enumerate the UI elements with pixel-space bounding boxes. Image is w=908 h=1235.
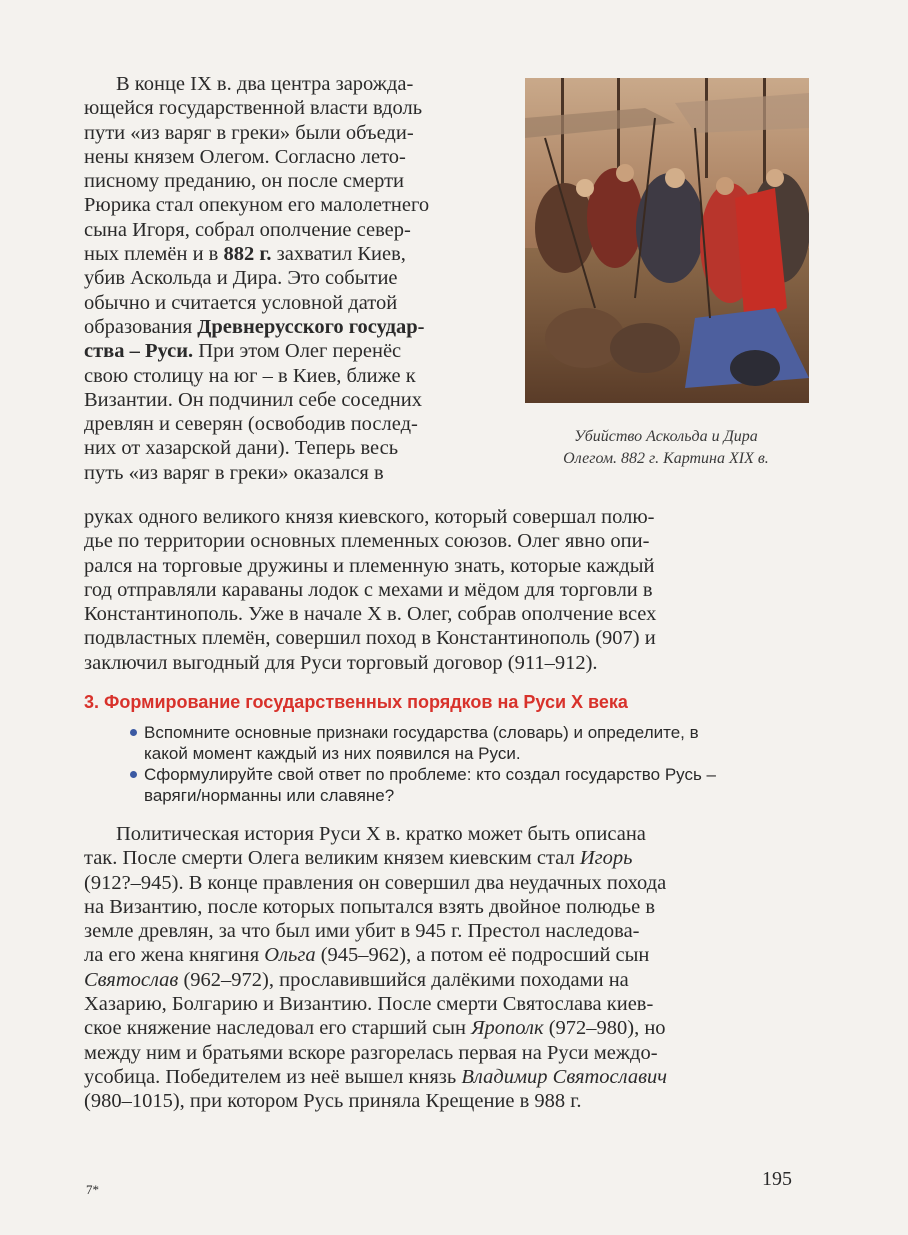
text-line: Константинополь. Уже в начале X в. Олег, собрав ополчение всех — [84, 603, 657, 626]
text-line: между ним и братьями вскоре разгорелась первая на Руси междо- — [84, 1041, 658, 1064]
text-run: При этом Олег перенёс — [193, 340, 402, 363]
painting-caption — [516, 426, 816, 470]
text-line: В конце IX в. два центра зарожда- — [116, 73, 414, 95]
text-run: ных племён и в — [84, 243, 224, 266]
section-heading: 3. Формирование государственных порядков на Руси X века — [84, 692, 628, 712]
text-line: (980–1015), при котором Русь приняла Крещение в 988 г. — [84, 1090, 582, 1113]
text-line: на Византию, после которых попытался взять двойное полюдье в — [84, 895, 656, 918]
painting-image — [525, 78, 809, 403]
task-line: Вспомните основные признаки государства (словарь) и определите, в — [144, 723, 699, 742]
text-line: писному преданию, он после смерти — [84, 170, 405, 193]
task-item — [130, 764, 810, 806]
text-run: (945–962), а потом её подросший сын — [315, 944, 650, 967]
text-line: заключил выгодный для Руси торговый договор (911–912). — [84, 651, 598, 674]
politics-paragraph — [84, 822, 808, 1114]
text-line: пути «из варяг в греки» были объеди- — [84, 121, 414, 144]
text-line: обычно и считается условной датой — [84, 291, 398, 314]
text-run: так. После смерти Олега великим князем киевским стал — [84, 847, 580, 870]
text-run: захватил Киев, — [271, 243, 406, 266]
text-line: ющейся государственной власти вдоль — [84, 97, 423, 120]
text-line — [84, 1016, 808, 1040]
page-number: 195 — [762, 1168, 792, 1190]
name-italic: Ярополк — [471, 1017, 544, 1040]
text-line — [84, 846, 808, 870]
text-run: (972–980), но — [543, 1017, 666, 1040]
bullet-icon — [130, 771, 137, 778]
text-line — [84, 315, 508, 339]
task-line: какой момент каждый из них появился на Руси. — [144, 744, 521, 763]
term-bold: ства – Руси. — [84, 340, 194, 363]
task-line: варяги/норманны или славяне? — [144, 786, 395, 805]
painting-illustration — [525, 78, 809, 403]
text-run: ское княжение наследовал его старший сын — [84, 1017, 472, 1040]
date-bold: 882 г. — [223, 243, 272, 266]
task-line: Сформулируйте свой ответ по проблеме: кто создал государство Русь – — [144, 765, 717, 784]
text-line — [84, 943, 808, 967]
text-line: дье по территории основных племенных союзов. Олег явно опи- — [84, 530, 650, 553]
bullet-icon — [130, 729, 137, 736]
text-line: сына Игоря, собрал ополчение север- — [84, 218, 411, 241]
text-line: путь «из варяг в греки» оказался в — [84, 461, 384, 484]
name-italic: Владимир Святославич — [461, 1065, 667, 1088]
text-line — [84, 968, 808, 992]
text-line — [84, 1065, 808, 1089]
name-italic: Святослав — [84, 968, 179, 991]
text-line: (912?–945). В конце правления он совершил два неудачных похода — [84, 871, 667, 894]
term-bold: Древнерусского государ- — [197, 315, 425, 338]
text-run: усобица. Победителем из неё вышел князь — [84, 1065, 462, 1088]
text-line: свою столицу на юг – в Киев, ближе к — [84, 364, 416, 387]
text-line: год отправляли караваны лодок с мехами и мёдом для торговли в — [84, 578, 653, 601]
intro-paragraph — [84, 72, 508, 485]
text-run: (962–972), прославившийся далёкими походами на — [178, 968, 629, 991]
text-line: подвластных племён, совершил поход в Константинополь (907) и — [84, 627, 656, 650]
text-line: Политическая история Руси X в. кратко может быть описана — [116, 823, 646, 845]
text-line: нены князем Олегом. Согласно лето- — [84, 145, 406, 168]
text-line: Хазарию, Болгарию и Византию. После смерти Святослава киев- — [84, 993, 654, 1016]
text-line — [84, 242, 508, 266]
text-line: убив Аскольда и Дира. Это событие — [84, 267, 398, 290]
text-run: ла его жена княгиня — [84, 944, 265, 967]
task-item — [130, 722, 810, 764]
name-italic: Игорь — [579, 847, 633, 870]
caption-line: Олегом. 882 г. Картина XIX в. — [563, 450, 769, 467]
sheet-mark: 7* — [86, 1182, 99, 1197]
text-line: рался на торговые дружины и племенную знать, которые каждый — [84, 554, 655, 577]
caption-line: Убийство Аскольда и Дира — [574, 428, 758, 445]
text-run: образования — [84, 315, 198, 338]
name-italic: Ольга — [264, 944, 316, 967]
continuation-paragraph — [84, 505, 808, 675]
text-line: Рюрика стал опекуном его малолетнего — [84, 194, 430, 217]
task-list — [130, 722, 810, 806]
text-line — [84, 339, 508, 363]
text-line: руках одного великого князя киевского, который совершал полю- — [84, 506, 655, 528]
text-line: них от хазарской дани). Теперь весь — [84, 437, 399, 460]
text-line: Византии. Он подчинил себе соседних — [84, 388, 422, 411]
text-line: земле древлян, за что был ими убит в 945 г. Престол наследова- — [84, 920, 640, 943]
text-line: древлян и северян (освободив послед- — [84, 413, 418, 436]
